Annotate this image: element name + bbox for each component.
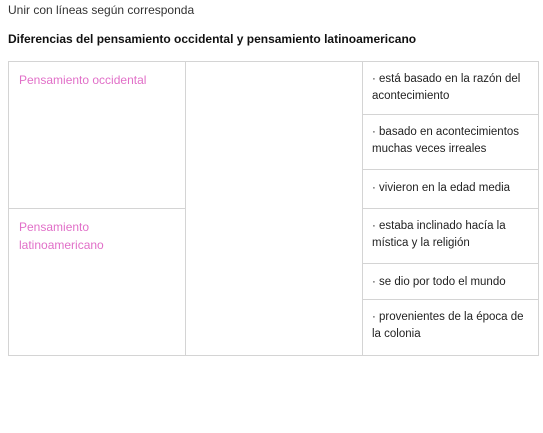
right-item-1: · está basado en la razón del acontecimiento [372, 73, 521, 102]
right-cell-2 [363, 115, 538, 170]
right-item-6: · provenientes de la época de la colonia [372, 311, 524, 340]
right-cell-1 [363, 62, 538, 115]
page-title: Diferencias del pensamiento occidental y pensamiento latinoamericano [8, 32, 417, 46]
right-item-4: · estaba inclinado hacía la mística y la religión [372, 220, 506, 249]
left-cell-latinoamericano [9, 209, 186, 355]
right-cell-5 [363, 264, 538, 300]
right-cell-3 [363, 170, 538, 209]
right-item-3: · vivieron en la edad media [372, 182, 511, 194]
line-drawing-area [186, 62, 363, 355]
left-cell-occidental [9, 62, 186, 209]
right-item-5: · se dio por todo el mundo [372, 276, 506, 288]
right-cell-4 [363, 209, 538, 264]
left-label-occidental: Pensamiento occidental [19, 73, 147, 87]
right-item-2: · basado en acontecimientos muchas veces irreales [372, 126, 520, 155]
left-label-latinoamericano: Pensamiento latinoamericano [19, 220, 104, 252]
instruction-text: Unir con líneas según corresponda [8, 3, 195, 17]
matching-table [8, 61, 539, 356]
right-cell-6 [363, 300, 538, 355]
